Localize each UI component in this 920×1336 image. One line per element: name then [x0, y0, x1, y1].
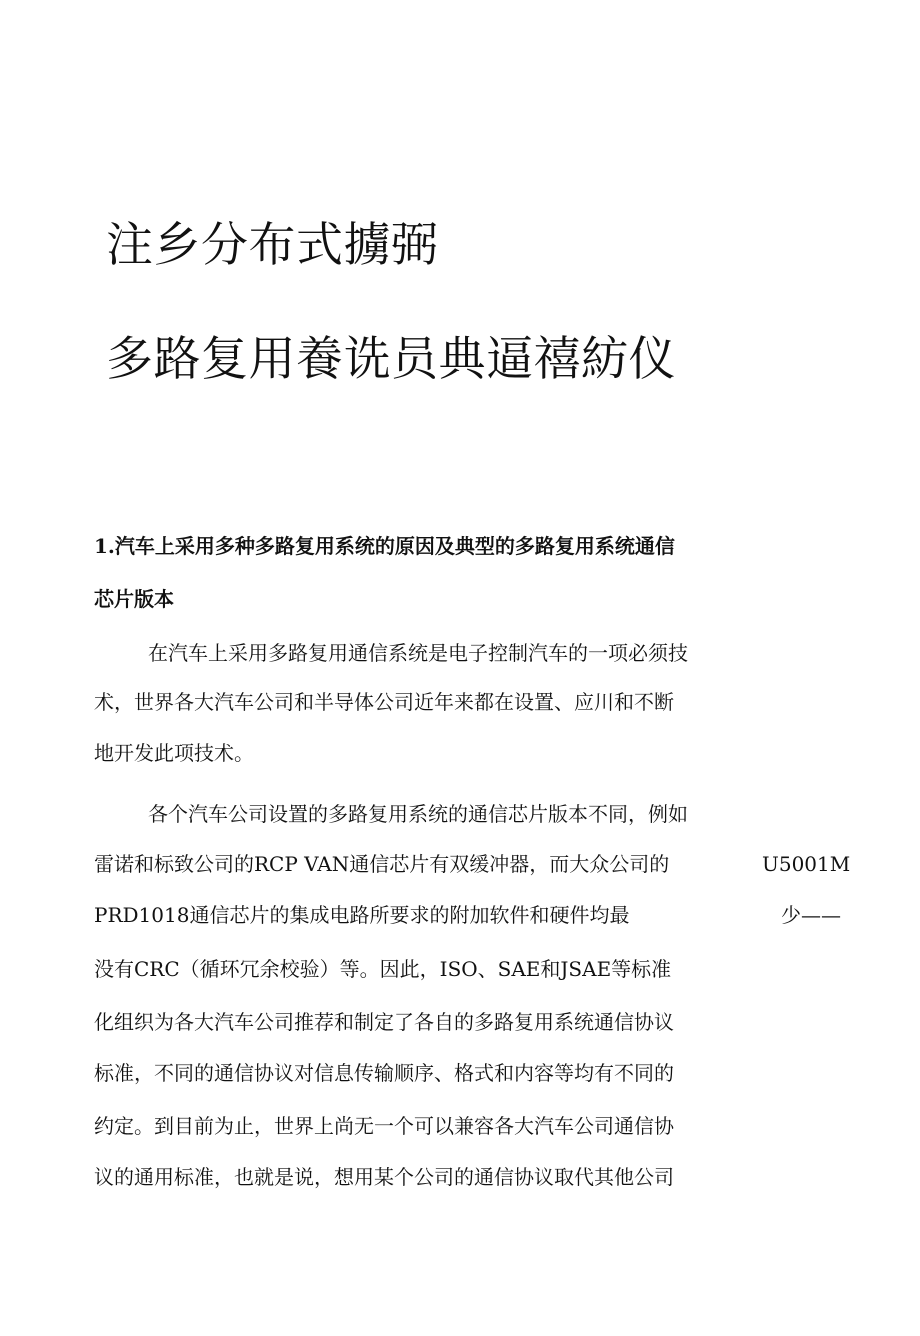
- document-title-line-2: 多路复用養诜员典逼禧紡仪: [106, 332, 676, 387]
- paragraph-2-line-5: 化组织为各大汽车公司推荐和制定了各自的多路复用系统通信协议: [94, 1010, 674, 1034]
- paragraph-1-line-1: 在汽车上采用多路复用通信系统是电子控制汽车的一项必须技: [148, 641, 688, 665]
- paragraph-2-line-1: 各个汽车公司设置的多路复用系统的通信芯片版本不同，例如: [148, 802, 688, 826]
- paragraph-2-line-4: 没有CRC（循环冗余校验）等。因此，ISO、SAE和JSAE等标准: [94, 957, 672, 981]
- section-heading-line-1: 1.汽车上采用多种多路复用系统的原因及典型的多路复用系统通信: [94, 534, 675, 558]
- paragraph-1-line-3: 地开发此项技术。: [94, 741, 254, 765]
- document-title-line-1: 注乡分布式擄弼: [106, 218, 439, 273]
- paragraph-2-line-3-tail: 少——: [781, 903, 841, 927]
- paragraph-2-line-8: 议的通用标准，也就是说，想用某个公司的通信协议取代其他公司: [94, 1165, 674, 1189]
- paragraph-2-line-7: 约定。到目前为止，世界上尚无一个可以兼容各大汽车公司通信协: [94, 1114, 674, 1138]
- paragraph-2-line-6: 标准，不同的通信协议对信息传输顺序、格式和内容等均有不同的: [94, 1061, 674, 1085]
- paragraph-2-line-3: PRD1018通信芯片的集成电路所要求的附加软件和硬件均最: [94, 903, 630, 927]
- paragraph-2-line-2-tail: U5001M: [762, 852, 851, 876]
- paragraph-2-line-2: 雷诺和标致公司的RCP VAN通信芯片有双缓冲器，而大众公司的: [94, 852, 670, 876]
- paragraph-1-line-2: 术，世界各大汽车公司和半导体公司近年来都在设置、应川和不断: [94, 690, 674, 714]
- section-heading-line-2: 芯片版本: [94, 587, 174, 611]
